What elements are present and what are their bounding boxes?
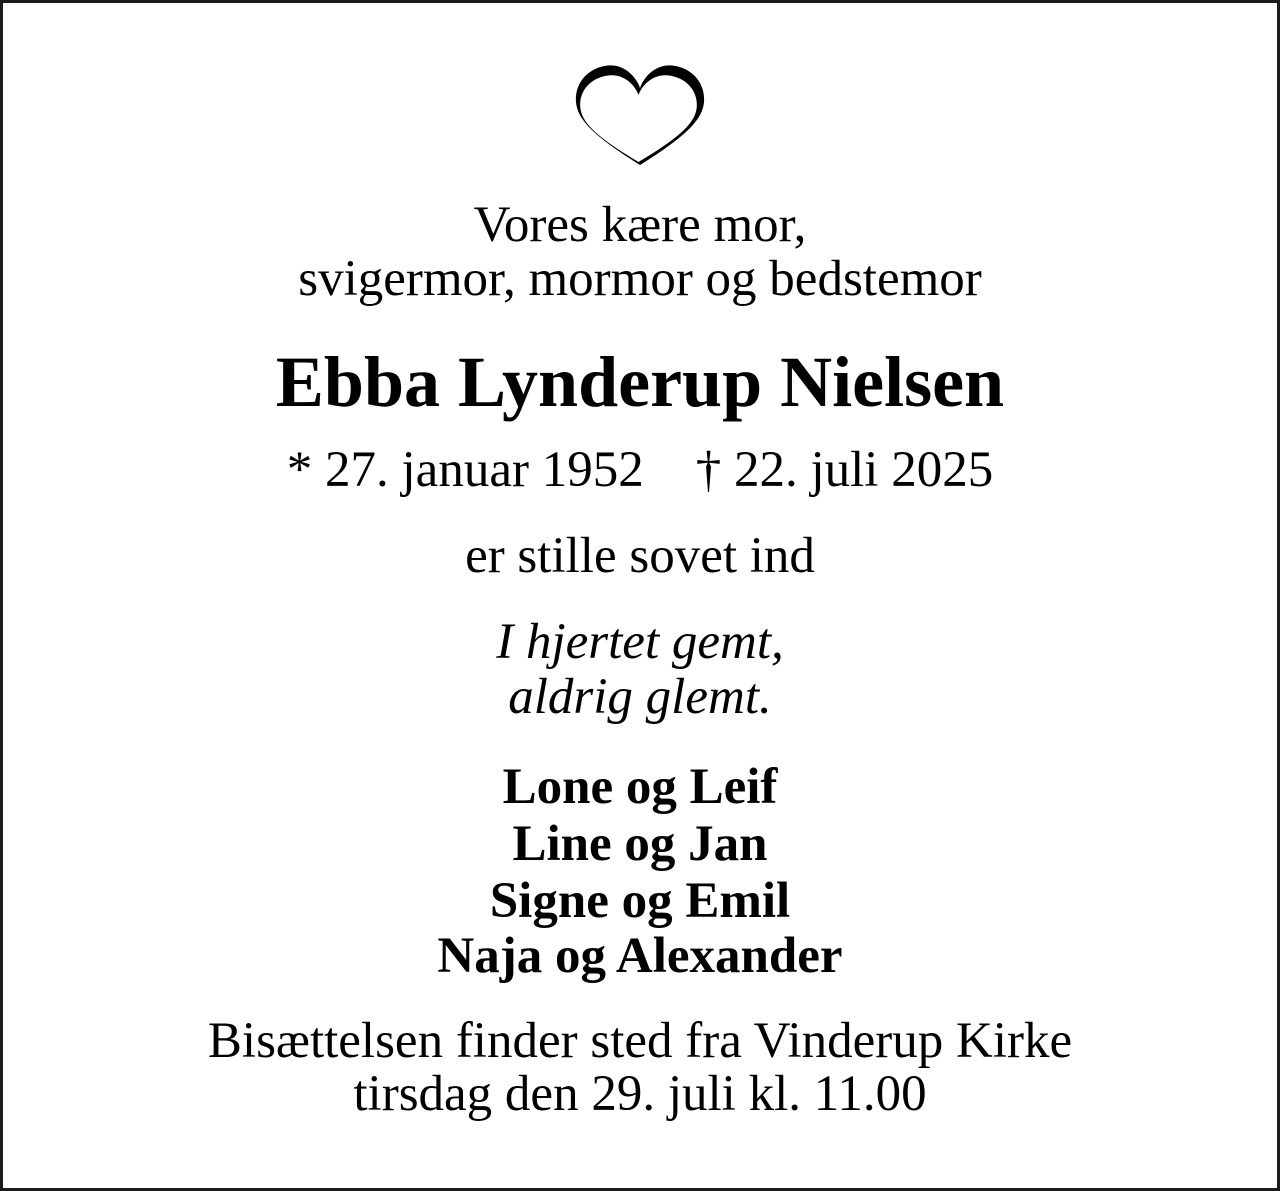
mourner-name: Naja og Alexander: [437, 928, 843, 984]
death-date: † 22. juli 2025: [695, 442, 994, 498]
birth-date: * 27. januar 1952: [286, 442, 644, 498]
mourner-name: Line og Jan: [512, 816, 768, 872]
verse-line: aldrig glemt.: [508, 669, 772, 725]
intro-line: Vores kære mor,: [473, 197, 807, 253]
life-dates: [3, 442, 1277, 498]
heart-icon: [572, 61, 708, 167]
intro-line: svigermor, mormor og bedstemor: [298, 251, 982, 307]
verse-line: I hjertet gemt,: [496, 614, 784, 670]
deceased-name: Ebba Lynderup Nielsen: [275, 342, 1005, 422]
ceremony-line: tirsdag den 29. juli kl. 11.00: [353, 1066, 927, 1122]
passing-statement: er stille sovet ind: [465, 528, 815, 584]
ceremony-line: Bisættelsen finder sted fra Vinderup Kirke: [207, 1013, 1073, 1069]
mourner-name: Lone og Leif: [502, 759, 778, 815]
mourner-name: Signe og Emil: [489, 873, 791, 929]
